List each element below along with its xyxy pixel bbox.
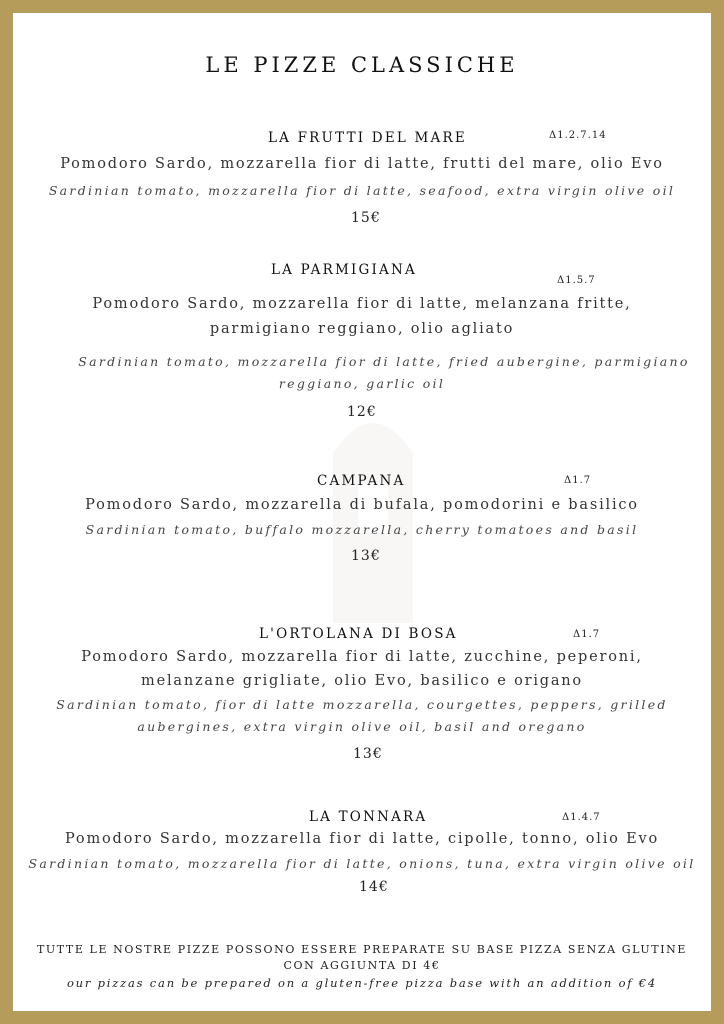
ingredients-italian: parmigiano reggiano, olio agliato — [209, 321, 515, 337]
ingredients-italian: Pomodoro Sardo, mozzarella fior di latte, zucchine, peperoni, — [81, 649, 643, 665]
ingredients-english: Sardinian tomato, mozzarella fior di latte, onions, tuna, extra virgin olive oil — [28, 856, 696, 871]
gluten-free-note: TUTTE LE NOSTRE PIZZE POSSONO ESSERE PREPARATE SU BASE PIZZA SENZA GLUTINE — [36, 943, 688, 956]
ingredients-english: Sardinian tomato, buffalo mozzarella, cherry tomatoes and basil — [85, 522, 639, 537]
ingredients-english: reggiano, garlic oil — [278, 376, 446, 391]
pizza-name: LA TONNARA — [309, 809, 428, 825]
allergen-codes: Δ1.7 — [573, 629, 601, 640]
pizza-price: 15€ — [351, 210, 381, 226]
ingredients-italian: Pomodoro Sardo, mozzarella fior di latte, cipolle, tonno, olio Evo — [64, 831, 660, 847]
menu-title: LE PIZZE CLASSICHE — [205, 53, 519, 77]
pizza-name: CAMPANA — [317, 473, 406, 489]
ingredients-italian: Pomodoro Sardo, mozzarella di bufala, pomodorini e basilico — [85, 497, 639, 513]
ingredients-italian: Pomodoro Sardo, mozzarella fior di latte, frutti del mare, olio Evo — [60, 156, 664, 172]
pizza-price: 13€ — [351, 548, 381, 564]
gluten-free-note-surcharge: CON AGGIUNTA DI 4€ — [283, 959, 441, 972]
ingredients-english: aubergines, extra virgin olive oil, basil and oregano — [137, 719, 587, 734]
allergen-codes: Δ1.7 — [564, 475, 592, 486]
pizza-price: 12€ — [347, 404, 377, 420]
pizza-name: LA FRUTTI DEL MARE — [268, 130, 467, 146]
allergen-codes: Δ1.4.7 — [562, 812, 601, 823]
ingredients-english: Sardinian tomato, fior di latte mozzarella, courgettes, peppers, grilled — [56, 697, 668, 712]
ingredients-english: Sardinian tomato, mozzarella fior di latte, seafood, extra virgin olive oil — [48, 183, 676, 198]
allergen-codes: Δ1.2.7.14 — [549, 130, 607, 141]
gluten-free-note-english: our pizzas can be prepared on a gluten-free pizza base with an addition of €4 — [66, 976, 658, 990]
pizza-name: L'ORTOLANA DI BOSA — [259, 626, 458, 642]
pizza-name: LA PARMIGIANA — [271, 262, 417, 278]
pizza-price: 14€ — [359, 879, 389, 895]
allergen-codes: Δ1.5.7 — [557, 275, 596, 286]
ingredients-italian: Pomodoro Sardo, mozzarella fior di latte, melanzana fritte, — [92, 296, 632, 312]
menu-page — [13, 13, 711, 1011]
ingredients-english: Sardinian tomato, mozzarella fior di latte, fried aubergine, parmigiano — [78, 354, 690, 369]
ingredients-italian: melanzane grigliate, olio Evo, basilico e origano — [141, 673, 583, 689]
pizza-price: 13€ — [353, 746, 383, 762]
